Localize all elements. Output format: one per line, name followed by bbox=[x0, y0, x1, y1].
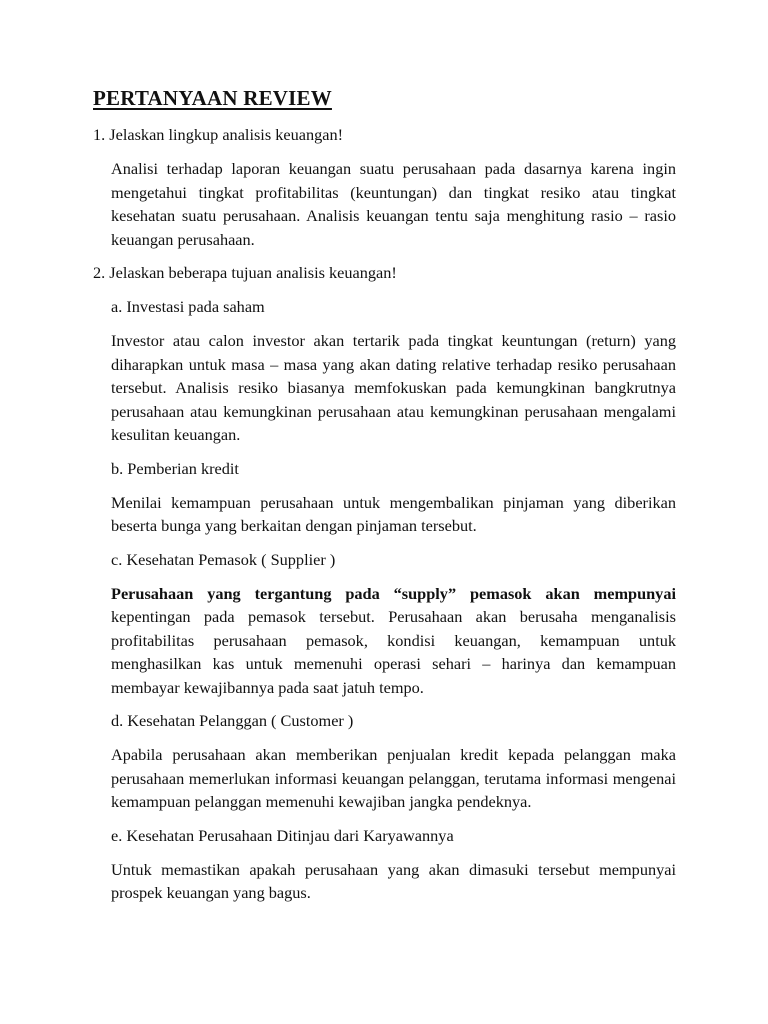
item-c-body-emphasis: Perusahaan yang tergantung pada “supply” pemasok akan mempunyai bbox=[111, 583, 676, 603]
item-c-body: kepentingan pada pemasok tersebut. Perusahaan akan berusaha menganalisis profitabilitas perusahaan pemasok, kondisi keuangan, kemampuan untuk menghasilkan kas untuk memenuhi operasi sehari – harinya dan kemampuan membayar kewajibannya pada saat jatuh tempo. bbox=[111, 607, 676, 697]
answer-1: Analisi terhadap laporan keuangan suatu perusahaan pada dasarnya karena ingin mengetahui tingkat profitabilitas (keuntungan) dan tingkat resiko atau tingkat kesehatan suatu perusahaan. Analisis keuangan tentu saja menghitung rasio – rasio keuangan perusahaan. bbox=[111, 159, 676, 249]
item-e-body: Untuk memastikan apakah perusahaan yang akan dimasuki tersebut mempunyai prospek keuangan yang bagus. bbox=[111, 859, 676, 902]
document-page bbox=[93, 86, 676, 915]
item-d-body: Apabila perusahaan akan memberikan penjualan kredit kepada pelanggan maka perusahaan memerlukan informasi keuangan pelanggan, terutama informasi mengenai kemampuan pelanggan memenuhi kewajiban jangka pendeknya. bbox=[111, 745, 676, 811]
item-d-heading: d. Kesehatan Pelanggan ( Customer ) bbox=[111, 711, 354, 730]
item-a-body: Investor atau calon investor akan tertarik pada tingkat keuntungan (return) yang diharapkan untuk masa – masa yang akan dating relative terhadap resiko perusahaan tersebut. Analisis resiko biasanya memfokuskan pada kemungkinan bangkrutnya perusahaan atau kemungkinan perusahaan atau kemungkinan perusahaan mengalami kesulitan keuangan. bbox=[111, 331, 676, 444]
item-a-heading: a. Investasi pada saham bbox=[111, 297, 265, 316]
item-b-heading: b. Pemberian kredit bbox=[111, 458, 239, 478]
item-c-body-block bbox=[111, 582, 676, 700]
item-c-heading: c. Kesehatan Pemasok ( Supplier ) bbox=[111, 549, 336, 569]
item-b-body: Menilai kemampuan perusahaan untuk mengembalikan pinjaman yang diberikan beserta bunga yang berkaitan dengan pinjaman tersebut. bbox=[111, 492, 676, 535]
page-title: PERTANYAAN REVIEW bbox=[93, 86, 332, 110]
item-e-heading: e. Kesehatan Perusahaan Ditinjau dari Karyawannya bbox=[111, 825, 454, 845]
question-2: 2. Jelaskan beberapa tujuan analisis keuangan! bbox=[93, 263, 397, 282]
question-1: 1. Jelaskan lingkup analisis keuangan! bbox=[93, 125, 344, 144]
